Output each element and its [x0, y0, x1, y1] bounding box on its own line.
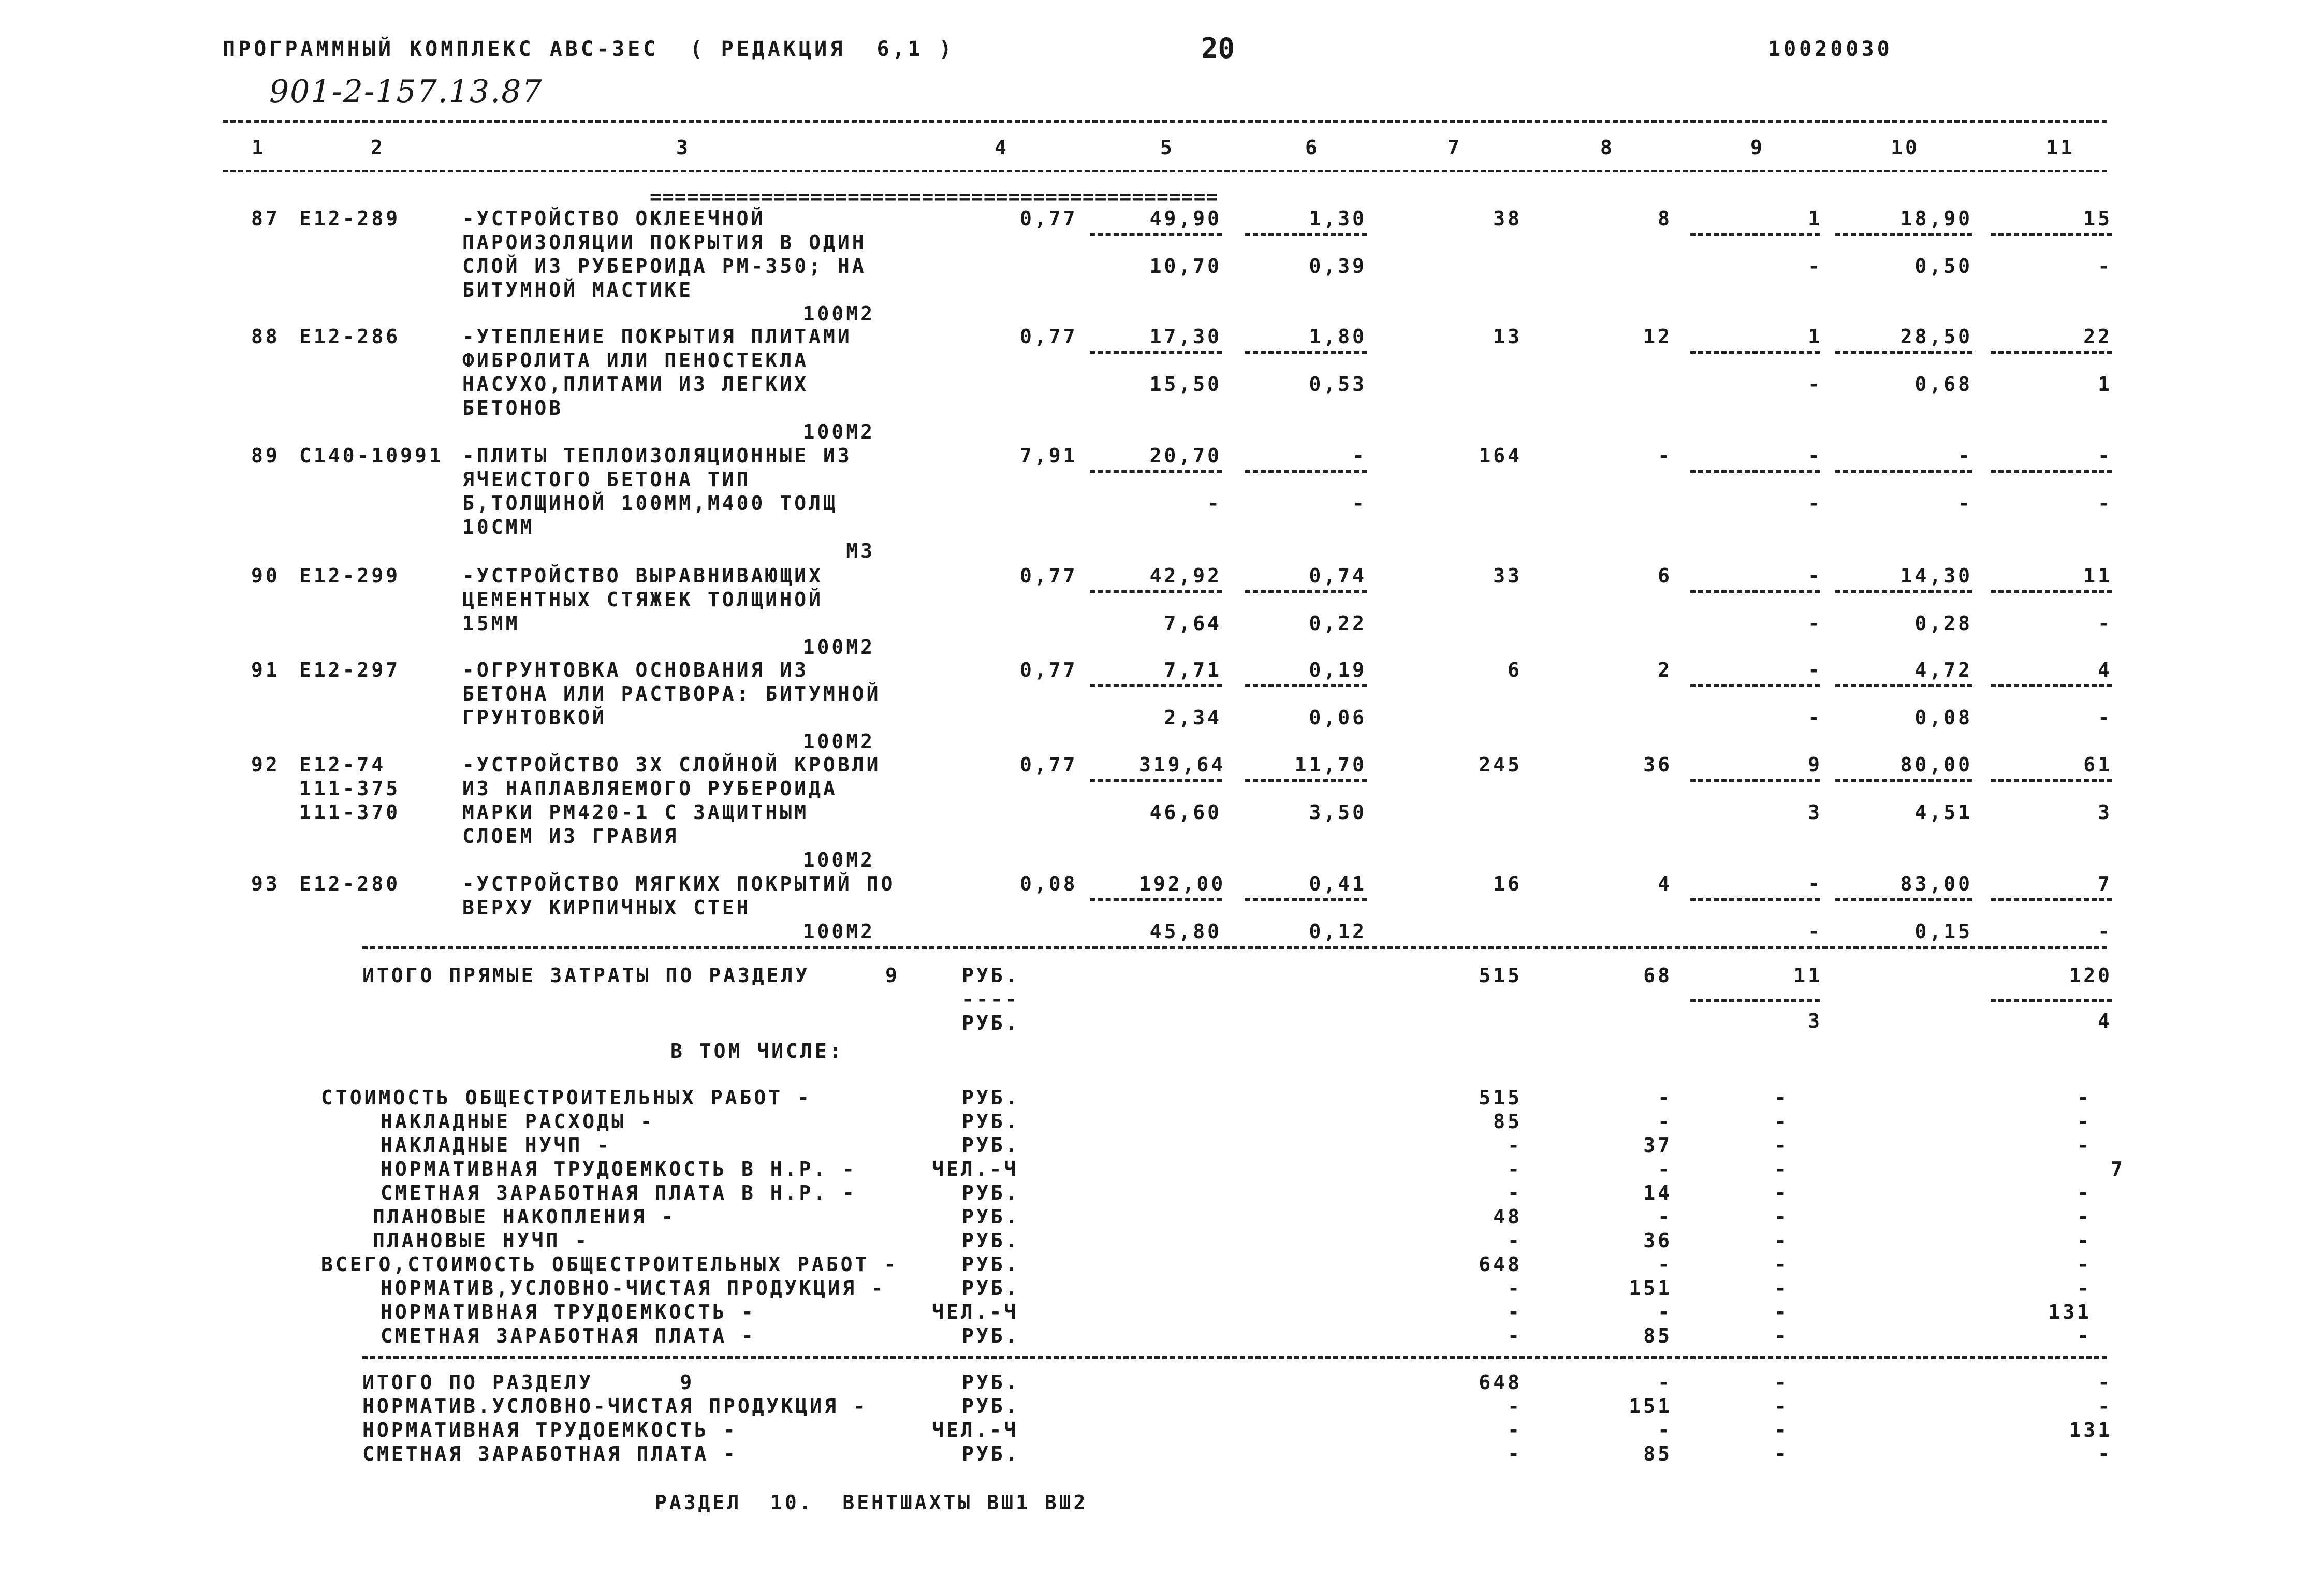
row-col8: 8 [1658, 207, 1672, 230]
row-col9: - [1808, 564, 1822, 587]
breakdown-col9: - [1774, 1229, 1789, 1252]
breakdown-col9: - [1774, 1277, 1789, 1300]
row-unit-wage: 46,60 [1149, 801, 1222, 824]
row-col8: 6 [1658, 564, 1672, 587]
row-col11-rule [1991, 590, 2112, 593]
program-header: ПРОГРАММНЫЙ КОМПЛЕКС АВС-3ЕС ( РЕДАКЦИЯ 6,1 ) [223, 37, 955, 61]
row-description: НАСУХО,ПЛИТАМИ ИЗ ЛЕГКИХ [462, 373, 809, 396]
breakdown-label: СТОИМОСТЬ ОБЩЕСТРОИТЕЛЬНЫХ РАБОТ - [321, 1086, 812, 1109]
breakdown-col7: - [1508, 1181, 1522, 1204]
column-header-7: 7 [1448, 136, 1462, 159]
row-number: 90 [251, 564, 280, 587]
section-total-rule [362, 1356, 2107, 1359]
breakdown-col7: 515 [1479, 1086, 1522, 1109]
breakdown-col11: - [2077, 1134, 2092, 1157]
row-col11-second: - [2098, 492, 2112, 515]
breakdown-label: ПЛАНОВЫЕ НУЧП - [373, 1229, 590, 1252]
breakdown-label: ПЛАНОВЫЕ НАКОПЛЕНИЯ - [373, 1205, 676, 1228]
section-total-unit: ЧЕЛ.-Ч [932, 1419, 1019, 1441]
section-total-col9: - [1774, 1419, 1789, 1441]
row-col9-second: - [1808, 492, 1822, 515]
section-total-col11: - [2098, 1395, 2112, 1418]
row-col9-rule [1690, 684, 1820, 687]
breakdown-col9: - [1774, 1205, 1789, 1228]
section-total-col11: - [2098, 1442, 2112, 1465]
row-unit: 100М2 [802, 730, 875, 753]
row-unit-cost: 192,00 [1139, 872, 1226, 895]
row-col5-rule [1090, 590, 1222, 593]
row-col6-rule [1245, 779, 1367, 782]
row-description: ИЗ НАПЛАВЛЯЕМОГО РУБЕРОИДА [462, 777, 838, 800]
section-total-unit: РУБ. [962, 1395, 1020, 1418]
row-description: -УСТРОЙСТВО ОКЛЕЕЧНОЙ [462, 207, 766, 230]
row-description: БИТУМНОЙ МАСТИКЕ [462, 279, 694, 301]
total-col9-second: 3 [1808, 1010, 1822, 1032]
total-col9: 11 [1793, 964, 1822, 987]
breakdown-label: НАКЛАДНЫЕ НУЧП - [381, 1134, 612, 1157]
row-description: Б,ТОЛЩИНОЙ 100ММ,М400 ТОЛЩ [462, 492, 838, 515]
row-code: С140-10991 [299, 444, 444, 467]
breakdown-col7: - [1508, 1301, 1522, 1323]
row-description: СЛОЙ ИЗ РУБЕРОИДА РМ-350; НА [462, 255, 867, 278]
header-top-rule [223, 120, 2107, 123]
row-col10-second: 4,51 [1914, 801, 1972, 824]
breakdown-col9: - [1774, 1301, 1789, 1323]
breakdown-col11: - [2077, 1181, 2092, 1204]
row-machine-wage: 0,39 [1309, 255, 1367, 278]
row-description: БЕТОНА ИЛИ РАСТВОРА: БИТУМНОЙ [462, 682, 881, 705]
page-number: 20 [1201, 32, 1235, 65]
row-description: СЛОЕМ ИЗ ГРАВИЯ [462, 825, 679, 848]
row-machine-cost: 1,80 [1309, 325, 1367, 348]
row-col9-rule [1690, 233, 1820, 236]
row-machine-cost: 0,74 [1309, 564, 1367, 587]
breakdown-unit: РУБ. [962, 1277, 1020, 1300]
row-machine-wage: 0,53 [1309, 373, 1367, 396]
row-code: Е12-289 [299, 207, 401, 230]
row-col5-rule [1090, 351, 1222, 354]
row-col11-rule [1991, 898, 2112, 901]
section-total-col9: - [1774, 1442, 1789, 1465]
row-col8: 4 [1658, 872, 1672, 895]
row-machine-wage: 0,12 [1309, 920, 1367, 943]
breakdown-col7: - [1508, 1324, 1522, 1347]
section-total-unit: РУБ. [962, 1371, 1020, 1394]
section-total-col9: - [1774, 1395, 1789, 1418]
row-col10-second: 0,28 [1914, 612, 1972, 635]
breakdown-col9: - [1774, 1086, 1789, 1109]
row-description: -ОГРУНТОВКА ОСНОВАНИЯ ИЗ [462, 659, 809, 681]
document-code: 10020030 [1768, 37, 1893, 61]
handwritten-stamp: 901-2-157.13.87 [269, 74, 543, 110]
row-number: 89 [251, 444, 280, 467]
section-total-col8: - [1658, 1419, 1672, 1441]
total-col7: 515 [1479, 964, 1522, 987]
total-unit: РУБ. [962, 964, 1020, 987]
row-machine-cost: 0,19 [1309, 659, 1367, 681]
breakdown-label: НАКЛАДНЫЕ РАСХОДЫ - [381, 1110, 655, 1133]
row-number: 92 [251, 753, 280, 776]
section-total-label: ИТОГО ПО РАЗДЕЛУ 9 [362, 1371, 695, 1394]
row-col10-second: 0,50 [1914, 255, 1972, 278]
total-col9-rule [1690, 999, 1820, 1002]
row-col11-second: - [2098, 255, 2112, 278]
row-description: -УТЕПЛЕНИЕ ПОКРЫТИЯ ПЛИТАМИ [462, 325, 852, 348]
row-col11-rule [1991, 233, 2112, 236]
row-unit-cost: 49,90 [1149, 207, 1222, 230]
breakdown-col8: - [1658, 1253, 1672, 1276]
section-total-unit: РУБ. [962, 1442, 1020, 1465]
column-header-1: 1 [252, 136, 266, 159]
breakdown-label: СМЕТНАЯ ЗАРАБОТНАЯ ПЛАТА В Н.Р. - [381, 1181, 857, 1204]
section-total-col7: - [1508, 1442, 1522, 1465]
row-col9: 9 [1808, 753, 1822, 776]
breakdown-col8: 36 [1643, 1229, 1672, 1252]
breakdown-label: НОРМАТИВНАЯ ТРУДОЕМКОСТЬ - [381, 1301, 756, 1323]
total-label: ИТОГО ПРЯМЫЕ ЗАТРАТЫ ПО РАЗДЕЛУ [362, 964, 810, 987]
row-coefficient: 0,08 [1020, 872, 1078, 895]
row-number: 87 [251, 207, 280, 230]
section-total-col8: - [1658, 1371, 1672, 1394]
row-col11-rule [1991, 470, 2112, 473]
row-description: -УСТРОЙСТВО 3Х СЛОЙНОЙ КРОВЛИ [462, 753, 881, 776]
row-description: -ПЛИТЫ ТЕПЛОИЗОЛЯЦИОННЫЕ ИЗ [462, 444, 852, 467]
column-header-6: 6 [1305, 136, 1320, 159]
row-col9-rule [1690, 470, 1820, 473]
row-code: Е12-280 [299, 872, 401, 895]
row-machine-cost: - [1352, 444, 1367, 467]
breakdown-col11: - [2077, 1110, 2092, 1133]
row-col11: 4 [2098, 659, 2112, 681]
row-unit-cost: 20,70 [1149, 444, 1222, 467]
row-col6-rule [1245, 590, 1367, 593]
section-total-col9: - [1774, 1371, 1789, 1394]
row-col10-rule [1835, 233, 1972, 236]
breakdown-col8: - [1658, 1205, 1672, 1228]
row-col8: - [1658, 444, 1672, 467]
total-unit-second: РУБ. [962, 1012, 1020, 1034]
breakdown-unit: РУБ. [962, 1253, 1020, 1276]
row-col10-rule [1835, 779, 1972, 782]
row-col9-rule [1690, 898, 1820, 901]
row-unit: 100М2 [802, 849, 875, 871]
breakdown-col8: - [1658, 1086, 1672, 1109]
breakdown-col8: 151 [1629, 1277, 1672, 1300]
row-col6-rule [1245, 470, 1367, 473]
row-description: ФИБРОЛИТА ИЛИ ПЕНОСТЕКЛА [462, 349, 809, 372]
breakdown-col8: - [1658, 1110, 1672, 1133]
row-code: Е12-74 [299, 753, 386, 776]
breakdown-col8: - [1658, 1301, 1672, 1323]
row-col5-rule [1090, 684, 1222, 687]
breakdown-col7: 85 [1493, 1110, 1522, 1133]
row-coefficient: 7,91 [1020, 444, 1078, 467]
row-col9-second: - [1808, 373, 1822, 396]
row-col7: 245 [1479, 753, 1522, 776]
breakdown-col11: - [2077, 1205, 2092, 1228]
row-col9: 1 [1808, 325, 1822, 348]
next-section-title: РАЗДЕЛ 10. ВЕНТШАХТЫ ВШ1 ВШ2 [655, 1491, 1088, 1514]
breakdown-col9: - [1774, 1110, 1789, 1133]
row-col11: 15 [2083, 207, 2112, 230]
breakdown-col9: - [1774, 1158, 1789, 1180]
row-machine-cost: 1,30 [1309, 207, 1367, 230]
row-description: ПАРОИЗОЛЯЦИИ ПОКРЫТИЯ В ОДИН [462, 231, 867, 254]
row-col9-rule [1690, 779, 1820, 782]
row-description: ГРУНТОВКОЙ [462, 706, 607, 729]
row-col6-rule [1245, 351, 1367, 354]
row-unit-cost: 319,64 [1139, 753, 1226, 776]
row-col9: 1 [1808, 207, 1822, 230]
row-col9-second: - [1808, 255, 1822, 278]
column-header-4: 4 [995, 136, 1009, 159]
row-unit: 100М2 [802, 302, 875, 325]
breakdown-col11: - [2077, 1277, 2092, 1300]
row-col9: - [1808, 444, 1822, 467]
row-col8: 36 [1643, 753, 1672, 776]
row-description: ЯЧЕИСТОГО БЕТОНА ТИП [462, 468, 751, 491]
row-coefficient: 0,77 [1020, 325, 1078, 348]
row-code: 111-370 [299, 801, 401, 824]
row-col11-rule [1991, 779, 2112, 782]
including-heading: В ТОМ ЧИСЛЕ: [670, 1040, 844, 1062]
column-header-9: 9 [1750, 136, 1765, 159]
breakdown-col8: 14 [1643, 1181, 1672, 1204]
breakdown-unit: ЧЕЛ.-Ч [932, 1158, 1019, 1180]
row-col10: 4,72 [1914, 659, 1972, 681]
row-col11-second: 3 [2098, 801, 2112, 824]
breakdown-unit: РУБ. [962, 1205, 1020, 1228]
row-col11: 7 [2098, 872, 2112, 895]
breakdown-unit: РУБ. [962, 1110, 1020, 1133]
row-col10: - [1958, 444, 1972, 467]
row-unit-wage: 7,64 [1164, 612, 1222, 635]
row-col10: 28,50 [1900, 325, 1972, 348]
breakdown-col7: - [1508, 1277, 1522, 1300]
row-col9-second: 3 [1808, 801, 1822, 824]
row-description: -УСТРОЙСТВО ВЫРАВНИВАЮЩИХ [462, 564, 823, 587]
total-col11: 120 [2069, 964, 2112, 987]
row-col6-rule [1245, 233, 1367, 236]
row-col11-second: - [2098, 706, 2112, 729]
breakdown-label: НОРМАТИВ,УСЛОВНО-ЧИСТАЯ ПРОДУКЦИЯ - [381, 1277, 886, 1300]
row-description: 10СММ [462, 516, 535, 538]
row-col11: 11 [2083, 564, 2112, 587]
row-col10-second: - [1958, 492, 1972, 515]
section-total-label: СМЕТНАЯ ЗАРАБОТНАЯ ПЛАТА - [362, 1442, 738, 1465]
section-total-col7: 648 [1479, 1371, 1522, 1394]
row-number: 88 [251, 325, 280, 348]
total-unit-separator: ---- [962, 988, 1020, 1011]
row-machine-wage: - [1352, 492, 1367, 515]
row-coefficient: 0,77 [1020, 564, 1078, 587]
row-col7: 16 [1493, 872, 1522, 895]
row-col7: 13 [1493, 325, 1522, 348]
column-header-3: 3 [676, 136, 691, 159]
row-col11-second: - [2098, 920, 2112, 943]
breakdown-col11: - [2077, 1229, 2092, 1252]
breakdown-col11: 7 [2111, 1158, 2125, 1180]
row-description: ЦЕМЕНТНЫХ СТЯЖЕК ТОЛЩИНОЙ [462, 588, 823, 611]
row-unit-cost: 7,71 [1164, 659, 1222, 681]
row-col10-rule [1835, 590, 1972, 593]
breakdown-col7: - [1508, 1158, 1522, 1180]
row-machine-wage: 3,50 [1309, 801, 1367, 824]
row-code: Е12-286 [299, 325, 401, 348]
breakdown-col7: - [1508, 1134, 1522, 1157]
row-col10: 18,90 [1900, 207, 1972, 230]
breakdown-col8: 37 [1643, 1134, 1672, 1157]
row-number: 93 [251, 872, 280, 895]
row-description: ВЕРХУ КИРПИЧНЫХ СТЕН [462, 896, 751, 919]
total-section-number: 9 [885, 964, 900, 987]
row-machine-cost: 0,41 [1309, 872, 1367, 895]
row-code: 111-375 [299, 777, 401, 800]
row-code: Е12-299 [299, 564, 401, 587]
total-col8: 68 [1643, 964, 1672, 987]
row-description: БЕТОНОВ [462, 397, 564, 419]
column-header-2: 2 [371, 136, 385, 159]
row-col10-second: 0,68 [1914, 373, 1972, 396]
row-col7: 38 [1493, 207, 1522, 230]
breakdown-label: НОРМАТИВНАЯ ТРУДОЕМКОСТЬ В Н.Р. - [381, 1158, 857, 1180]
breakdown-col9: - [1774, 1324, 1789, 1347]
breakdown-label: СМЕТНАЯ ЗАРАБОТНАЯ ПЛАТА - [381, 1324, 756, 1347]
row-col9-second: - [1808, 920, 1822, 943]
row-col10: 80,00 [1900, 753, 1972, 776]
row-col10: 83,00 [1900, 872, 1972, 895]
row-description: 15ММ [462, 612, 520, 635]
row-code: Е12-297 [299, 659, 401, 681]
row-col9-rule [1690, 590, 1820, 593]
row-col6-rule [1245, 898, 1367, 901]
breakdown-col9: - [1774, 1181, 1789, 1204]
row-col7: 164 [1479, 444, 1522, 467]
row-col9: - [1808, 872, 1822, 895]
row-col9-second: - [1808, 706, 1822, 729]
breakdown-unit: РУБ. [962, 1229, 1020, 1252]
row-col11-second: 1 [2098, 373, 2112, 396]
row-col5-rule [1090, 898, 1222, 901]
row-col10-second: 0,15 [1914, 920, 1972, 943]
breakdown-col9: - [1774, 1134, 1789, 1157]
row-col10-rule [1835, 351, 1972, 354]
breakdown-unit: РУБ. [962, 1324, 1020, 1347]
column-header-10: 10 [1891, 136, 1920, 159]
row-description: МАРКИ РМ420-1 С ЗАЩИТНЫМ [462, 801, 809, 824]
row-unit: 100М2 [802, 420, 875, 443]
row-col5-rule [1090, 470, 1222, 473]
row-col11: 22 [2083, 325, 2112, 348]
breakdown-unit: РУБ. [962, 1086, 1020, 1109]
row-col5-rule [1090, 779, 1222, 782]
row-col10-rule [1835, 684, 1972, 687]
row-col10-second: 0,08 [1914, 706, 1972, 729]
breakdown-col7: 48 [1493, 1205, 1522, 1228]
row-col11: 61 [2083, 753, 2112, 776]
breakdown-unit: ЧЕЛ.-Ч [932, 1301, 1019, 1323]
section-total-col8: 85 [1643, 1442, 1672, 1465]
total-top-rule [362, 946, 2107, 949]
breakdown-col11: - [2077, 1253, 2092, 1276]
row-number: 91 [251, 659, 280, 681]
breakdown-col11: - [2077, 1086, 2092, 1109]
row-unit-cost: 42,92 [1149, 564, 1222, 587]
row-col10-rule [1835, 898, 1972, 901]
breakdown-col9: - [1774, 1253, 1789, 1276]
section-total-col7: - [1508, 1395, 1522, 1418]
row-unit: М3 [846, 539, 875, 562]
row-unit: 100М2 [802, 920, 875, 943]
row-col11: - [2098, 444, 2112, 467]
total-col11-second: 4 [2098, 1010, 2112, 1032]
row-unit-cost: 17,30 [1149, 325, 1222, 348]
row-unit-wage: 2,34 [1164, 706, 1222, 729]
breakdown-col7: 648 [1479, 1253, 1522, 1276]
row-coefficient: 0,77 [1020, 659, 1078, 681]
row-machine-wage: 0,22 [1309, 612, 1367, 635]
row-col8: 2 [1658, 659, 1672, 681]
row-unit: 100М2 [802, 636, 875, 659]
column-header-11: 11 [2046, 136, 2075, 159]
row-col11-rule [1991, 684, 2112, 687]
section-total-col8: 151 [1629, 1395, 1672, 1418]
row-col9-second: - [1808, 612, 1822, 635]
row-col11-rule [1991, 351, 2112, 354]
row-col9-rule [1690, 351, 1820, 354]
breakdown-col8: 85 [1643, 1324, 1672, 1347]
total-col11-rule [1991, 999, 2112, 1002]
row-col7: 33 [1493, 564, 1522, 587]
row-machine-wage: 0,06 [1309, 706, 1367, 729]
row-col7: 6 [1508, 659, 1522, 681]
row-machine-cost: 11,70 [1294, 753, 1367, 776]
breakdown-unit: РУБ. [962, 1181, 1020, 1204]
breakdown-col7: - [1508, 1229, 1522, 1252]
breakdown-col8: - [1658, 1158, 1672, 1180]
breakdown-col11: - [2077, 1324, 2092, 1347]
row-description: -УСТРОЙСТВО МЯГКИХ ПОКРЫТИЙ ПО [462, 872, 896, 895]
row-unit-wage: 45,80 [1149, 920, 1222, 943]
row-col11-second: - [2098, 612, 2112, 635]
breakdown-col11: 131 [2048, 1301, 2092, 1323]
row-unit-wage: 15,50 [1149, 373, 1222, 396]
row-unit-wage: - [1207, 492, 1222, 515]
row-col5-rule [1090, 233, 1222, 236]
row-coefficient: 0,77 [1020, 207, 1078, 230]
breakdown-unit: РУБ. [962, 1134, 1020, 1157]
section-total-label: НОРМАТИВ.УСЛОВНО-ЧИСТАЯ ПРОДУКЦИЯ - [362, 1395, 868, 1418]
subsection-rule: ============================================== [650, 185, 1219, 208]
column-header-5: 5 [1160, 136, 1175, 159]
breakdown-label: ВСЕГО,СТОИМОСТЬ ОБЩЕСТРОИТЕЛЬНЫХ РАБОТ - [321, 1253, 899, 1276]
column-header-8: 8 [1600, 136, 1615, 159]
row-col10: 14,30 [1900, 564, 1972, 587]
row-col6-rule [1245, 684, 1367, 687]
section-total-col11: 131 [2069, 1419, 2112, 1441]
row-col10-rule [1835, 470, 1972, 473]
section-total-col7: - [1508, 1419, 1522, 1441]
row-col8: 12 [1643, 325, 1672, 348]
row-unit-wage: 10,70 [1149, 255, 1222, 278]
row-col9: - [1808, 659, 1822, 681]
row-coefficient: 0,77 [1020, 753, 1078, 776]
section-total-label: НОРМАТИВНАЯ ТРУДОЕМКОСТЬ - [362, 1419, 738, 1441]
section-total-col11: - [2098, 1371, 2112, 1394]
header-bottom-rule [223, 170, 2107, 172]
